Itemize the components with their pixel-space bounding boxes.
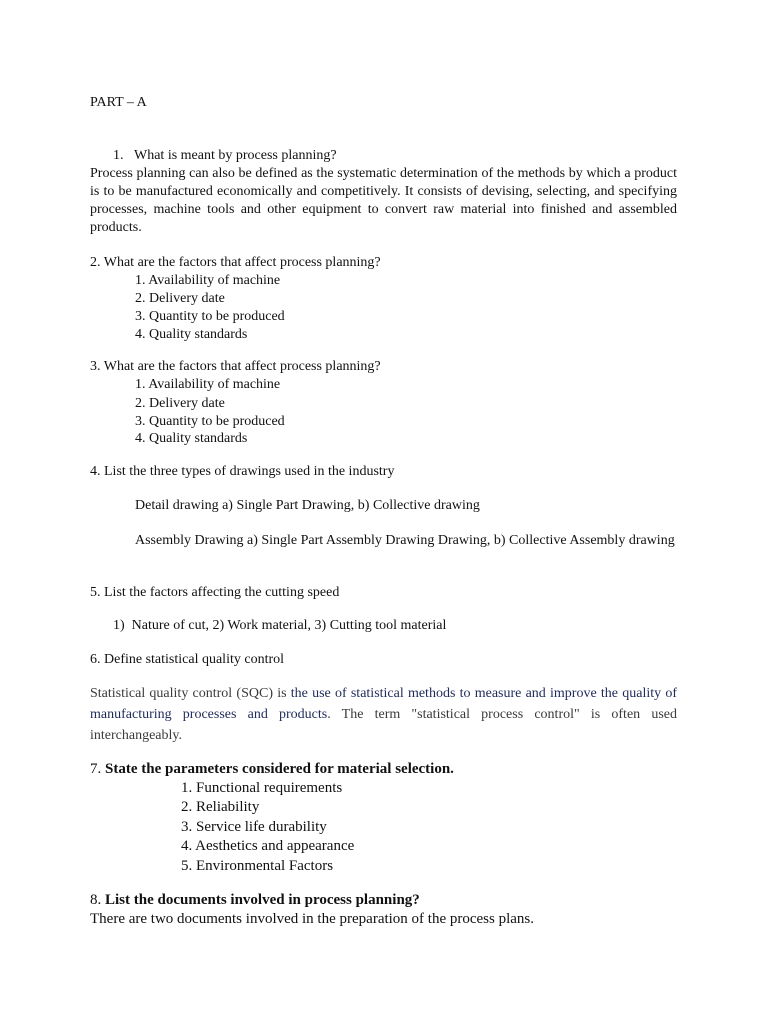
q7-number: 7. — [90, 761, 105, 777]
q1-question: 1. What is meant by process planning? — [113, 148, 337, 163]
q3-item: 1. Availability of machine — [135, 377, 281, 392]
q3-item: 4. Quality standards — [135, 431, 248, 446]
q1-answer: Process planning can also be defined as the systematic determination of the methods by which a product is to be manufactured economically and competitively. It consists of devising, selecting, and specifying processes, machine tools and other equipment to convert raw material into finished and assembled products. — [90, 166, 677, 235]
q6-answer-highlight: the use of statistical methods to measure and improve the quality of manufacturing processes and products — [90, 686, 677, 722]
q2-question: 2. What are the factors that affect process planning? — [90, 255, 381, 270]
q8-question — [90, 891, 420, 910]
q7-item: 3. Service life durability — [181, 819, 327, 835]
q4-assembly-drawing: Assembly Drawing a) Single Part Assembly Drawing Drawing, b) Collective Assembly drawing — [135, 533, 675, 548]
q7-item: 2. Reliability — [181, 799, 260, 815]
q6-answer-part: Statistical quality control (SQC) is — [90, 686, 291, 701]
q2-item: 2. Delivery date — [135, 291, 225, 306]
q2-item: 1. Availability of machine — [135, 273, 281, 288]
q8-number: 8. — [90, 892, 105, 908]
part-heading: PART – A — [90, 95, 147, 110]
q2-item: 3. Quantity to be produced — [135, 309, 285, 324]
q5-answer: 1) Nature of cut, 2) Work material, 3) Cutting tool material — [113, 618, 447, 633]
q3-item: 3. Quantity to be produced — [135, 414, 285, 429]
q6-question: 6. Define statistical quality control — [90, 652, 285, 667]
q7-item: 4. Aesthetics and appearance — [181, 838, 355, 854]
q2-item: 4. Quality standards — [135, 327, 248, 342]
q6-answer-part: . The term "statistical process control" is often used interchangeably. — [90, 707, 677, 743]
q7-item: 1. Functional requirements — [181, 780, 343, 796]
q6-answer — [90, 683, 677, 746]
q5-question: 5. List the factors affecting the cutting speed — [90, 585, 340, 600]
q7-question — [90, 760, 454, 779]
q3-item: 2. Delivery date — [135, 396, 225, 411]
q3-question: 3. What are the factors that affect process planning? — [90, 359, 381, 374]
q7-question-text: State the parameters considered for material selection. — [105, 761, 454, 777]
q8-answer: There are two documents involved in the preparation of the process plans. — [90, 911, 535, 927]
q4-question: 4. List the three types of drawings used in the industry — [90, 464, 395, 479]
q4-detail-drawing: Detail drawing a) Single Part Drawing, b) Collective drawing — [135, 498, 480, 513]
q8-question-text: List the documents involved in process planning? — [105, 892, 420, 908]
q7-item: 5. Environmental Factors — [181, 858, 334, 874]
